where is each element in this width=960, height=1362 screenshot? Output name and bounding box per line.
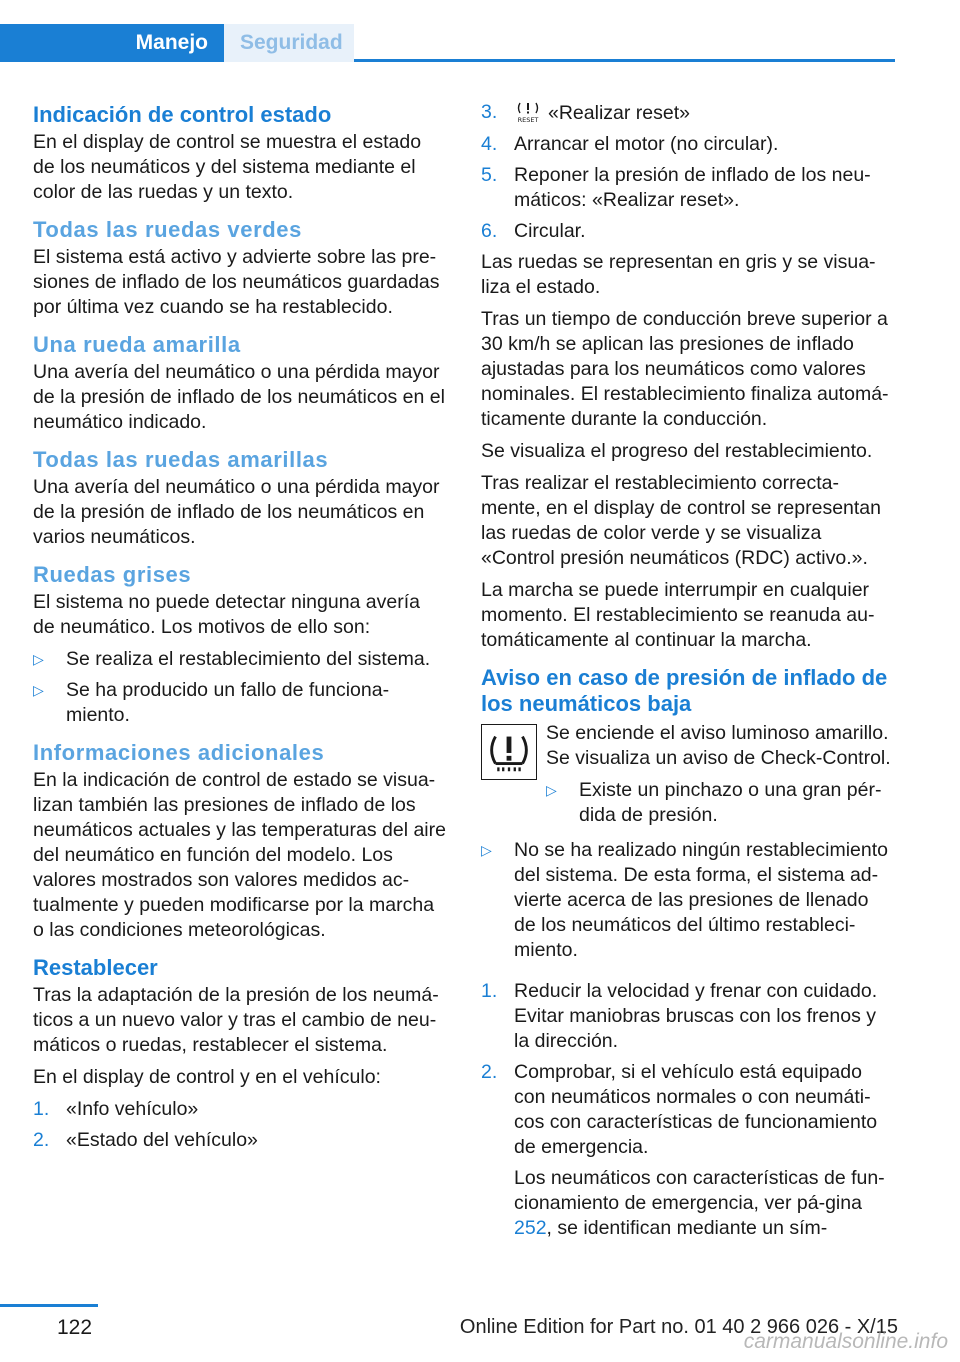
list-item: ▷ No se ha realizado ningún restablecimiento del sistema. De esta forma, el sistema ad‐vierte acerca de las presiones de llenado de los neumáticos del último restableci‐miento. <box>481 839 888 961</box>
list-item: ▷ Existe un pinchazo o una gran pér‐dida de presión. <box>546 779 882 826</box>
heading-rueda-amarilla: Una rueda amarilla <box>33 332 241 357</box>
list-item: 2. «Estado del vehículo» <box>33 1129 258 1151</box>
list-item: 4. Arrancar el motor (no circular). <box>481 133 779 155</box>
warning-text <box>546 721 895 834</box>
triangle-bullet-icon: ▷ <box>33 651 44 667</box>
heading-ruedas-verdes: Todas las ruedas verdes <box>33 217 302 242</box>
paragraph: En la indicación de control de estado se visua‐lizan también las presiones de inflado de los neumáticos actuales y las temperaturas del aire del neumático en función del modelo. Los valores mostrados son valores medidos ac‐tualmente y pueden modificarse por la marcha o las condiciones meteorológicas. <box>33 769 446 941</box>
paragraph: Se enciende el aviso luminoso amarillo. Se visualiza un aviso de Check-Control. <box>546 722 891 769</box>
triangle-bullet-icon: ▷ <box>33 682 44 698</box>
list-item: 2. Comprobar, si el vehículo está equipado con neumáticos normales o con neumáti‐cos con características de funcionamiento de emergencia. Los neumáticos con características de fun‐cionamiento de emergencia, ver pá‐gina 252, se identifican mediante un sím‐ <box>481 1060 895 1241</box>
paragraph: Una avería del neumático o una pérdida mayor de la presión de inflado de los neumáticos en el neumático indicado. <box>33 361 445 433</box>
tire-reset-icon <box>514 100 542 124</box>
numbered-list <box>33 1097 446 1153</box>
tire-pressure-warning-icon <box>481 724 537 780</box>
list-item: 1. «Info vehículo» <box>33 1098 199 1120</box>
list-item: ▷ Se realiza el restablecimiento del sistema. <box>33 648 431 670</box>
list-item: 6. Circular. <box>481 220 586 242</box>
heading-ruedas-grises: Ruedas grises <box>33 562 192 587</box>
right-column <box>481 100 895 1248</box>
svg-text:RESET: RESET <box>517 116 539 124</box>
paragraph: Se visualiza el progreso del restablecimiento. <box>481 440 873 462</box>
tab-seguridad[interactable]: Seguridad <box>224 24 354 62</box>
tab-manejo[interactable]: Manejo <box>0 24 224 62</box>
paragraph: Las ruedas se representan en gris y se visua‐liza el estado. <box>481 251 876 298</box>
heading-informaciones-adicionales: Informaciones adicionales <box>33 740 325 765</box>
list-item: 3. RESET «Realizar reset» <box>481 101 690 124</box>
edition-text: Online Edition for Part no. 01 40 2 966 026 - X/15 <box>459 1316 898 1338</box>
paragraph: El sistema no puede detectar ninguna avería de neumático. Los motivos de ello son: <box>33 591 421 638</box>
paragraph: El sistema está activo y advierte sobre las pre‐siones de inflado de los neumáticos guardadas por última vez cuando se ha restablecido. <box>33 246 440 318</box>
list-item: ▷ Se ha producido un fallo de funciona‐miento. <box>33 679 390 726</box>
page-number: 122 <box>57 1316 93 1339</box>
page-link-252[interactable]: 252 <box>514 1217 547 1239</box>
paragraph: En el display de control y en el vehículo: <box>33 1066 381 1088</box>
paragraph: Tras realizar el restablecimiento correcta‐mente, en el display de control se representan las ruedas de color verde y se visualiza «Control presión neumáticos (RDC) activo.». <box>481 472 881 569</box>
bullet-list <box>546 778 895 828</box>
left-column <box>33 100 446 1159</box>
heading-aviso-presion-baja: Aviso en caso de presión de inflado de los neumáticos baja <box>481 665 888 716</box>
paragraph: Tras un tiempo de conducción breve superior a 30 km/h se aplican las presiones de inflado ajustadas para los neumáticos como valores nominales. El restablecimiento finaliza automá‐ticamente durante la conducción. <box>481 308 889 430</box>
paragraph: Los neumáticos con características de fun‐cionamiento de emergencia, ver pá‐gina 252, se identifican mediante un sím‐ <box>514 1167 885 1239</box>
footer-divider <box>0 1304 98 1307</box>
list-item: 5. Reponer la presión de inflado de los neu‐máticos: «Realizar reset». <box>481 164 871 211</box>
numbered-list <box>481 979 895 1241</box>
paragraph: En el display de control se muestra el estado de los neumáticos y del sistema mediante el color de las ruedas y un texto. <box>33 131 422 203</box>
list-item: 1. Reducir la velocidad y frenar con cuidado. Evitar maniobras bruscas con los frenos y la dirección. <box>481 980 878 1052</box>
triangle-bullet-icon: ▷ <box>481 842 492 858</box>
heading-restablecer: Restablecer <box>33 955 158 980</box>
chapter-tabbar <box>0 24 895 62</box>
paragraph: Una avería del neumático o una pérdida mayor de la presión de inflado de los neumáticos en varios neumáticos. <box>33 476 440 548</box>
bullet-list <box>33 647 446 728</box>
heading-ruedas-amarillas: Todas las ruedas amarillas <box>33 447 329 472</box>
paragraph: Tras la adaptación de la presión de los neumá‐ticos a un nuevo valor y tras el cambio de neu‐máticos o ruedas, restablecer el sistema. <box>33 984 439 1056</box>
numbered-list <box>481 100 895 244</box>
heading-control-estado: Indicación de control estado <box>33 102 332 127</box>
triangle-bullet-icon: ▷ <box>546 782 557 798</box>
bullet-list <box>481 838 895 963</box>
paragraph: La marcha se puede interrumpir en cualquier momento. El restablecimiento se reanuda au‐tomáticamente al continuar la marcha. <box>481 579 875 651</box>
watermark: carmanualsonline.info <box>743 1330 948 1353</box>
warning-block <box>481 721 895 834</box>
